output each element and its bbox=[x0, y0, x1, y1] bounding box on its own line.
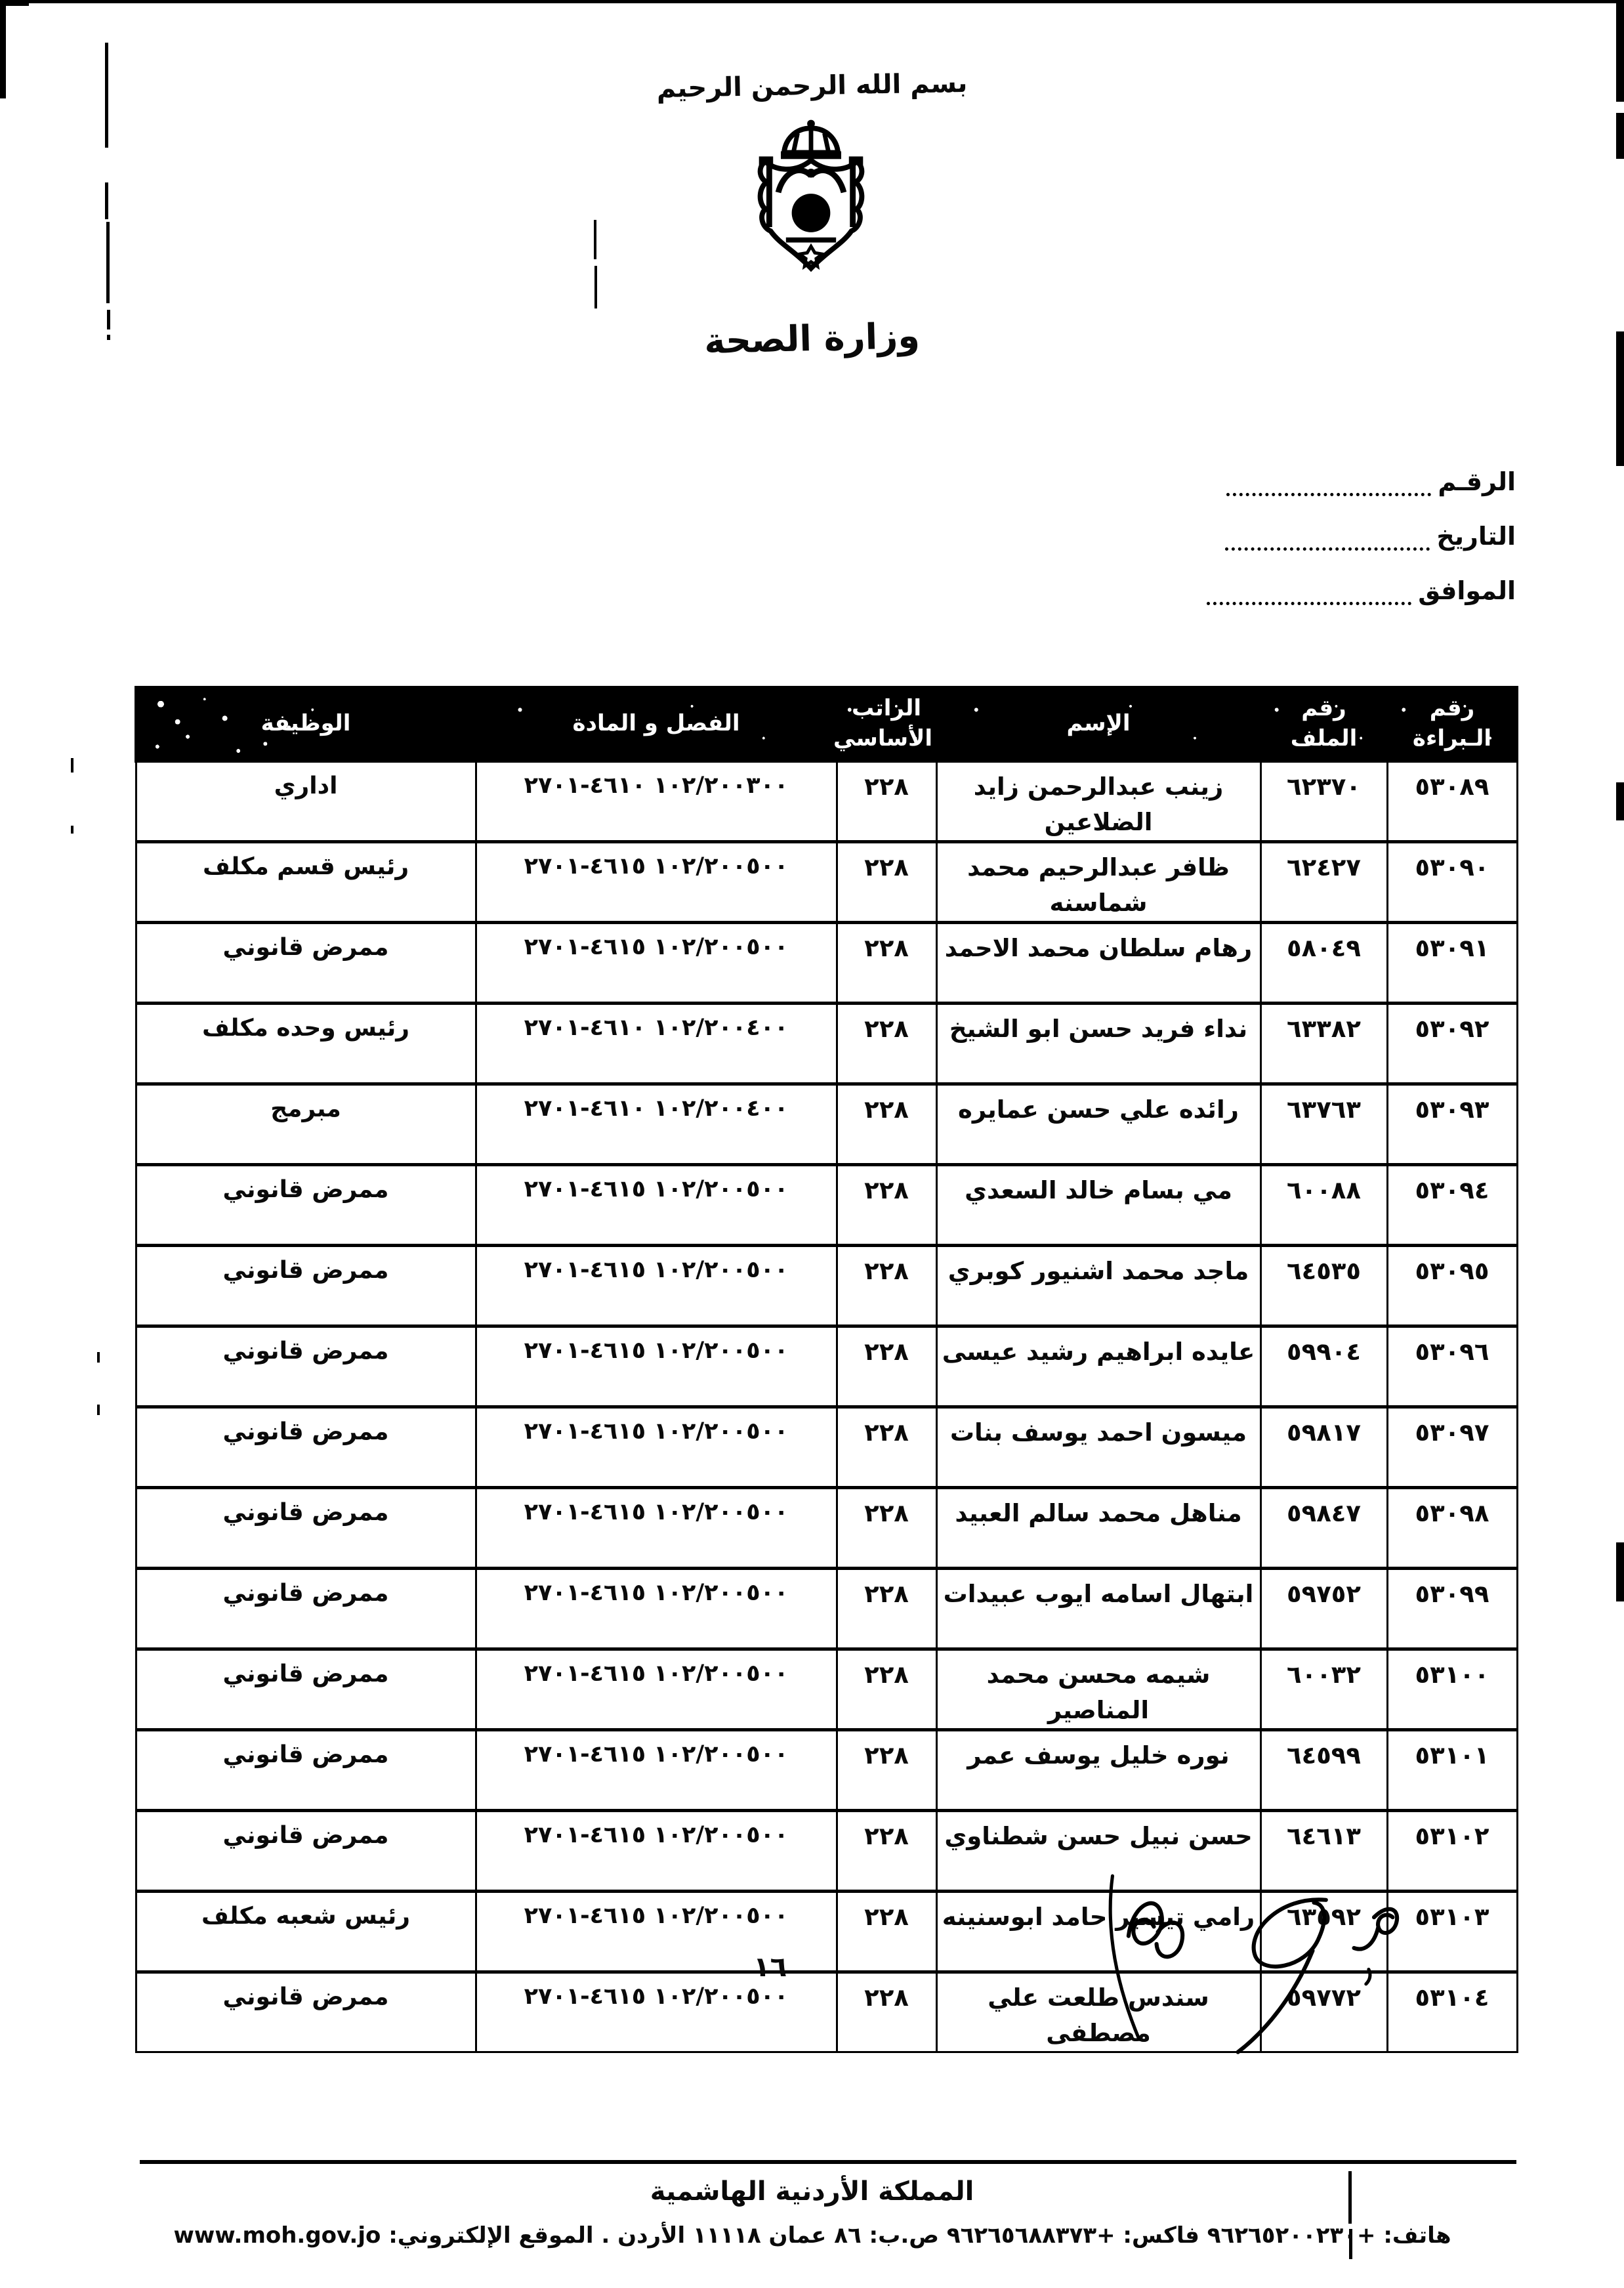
decree-number-cell: ٥٣١٠٢ bbox=[1387, 1811, 1517, 1892]
salary-cell: ٢٢٨ bbox=[837, 761, 936, 842]
bismillah-calligraphy: بسم الله الرحمن الرحيم bbox=[656, 68, 968, 104]
table-row bbox=[136, 1004, 1517, 1084]
salary-cell: ٢٢٨ bbox=[837, 1892, 936, 1972]
job-title-cell: مبرمج bbox=[136, 1084, 476, 1165]
decree-number-cell: ٥٣١٠٤ bbox=[1387, 1972, 1517, 2052]
employee-name-cell: زينب عبدالرحمن زايد الضلاعين bbox=[936, 761, 1260, 842]
job-title-cell: ممرض قانوني bbox=[136, 1730, 476, 1811]
table-row bbox=[136, 761, 1517, 842]
file-number-cell: ٦٢٣٧٠ bbox=[1260, 761, 1387, 842]
table-header-row bbox=[136, 687, 1517, 761]
employee-name-cell: رائده علي حسن عمايره bbox=[936, 1084, 1260, 1165]
ministry-of-health-calligraphy: وزارة الصحة bbox=[703, 314, 921, 362]
decree-number-cell: ٥٣٠٩٠ bbox=[1387, 842, 1517, 923]
job-title-cell: ممرض قانوني bbox=[136, 1649, 476, 1730]
scan-top-edge bbox=[0, 0, 1624, 3]
corresponding-dotted-line bbox=[1207, 572, 1411, 605]
table-row bbox=[136, 1246, 1517, 1326]
scan-corner-mark bbox=[0, 0, 6, 98]
scan-corner-mark bbox=[0, 0, 29, 6]
file-number-cell: ٦٠٠٨٨ bbox=[1260, 1165, 1387, 1246]
chapter-article-cell: ١٠٢/٢٠٠٥٠٠ ٤٦١٥-٢٧٠١ bbox=[476, 1972, 837, 2052]
decree-number-cell: ٥٣٠٩٨ bbox=[1387, 1488, 1517, 1569]
header-decree-number bbox=[1387, 687, 1517, 761]
salary-cell: ٢٢٨ bbox=[837, 1246, 936, 1326]
salary-cell: ٢٢٨ bbox=[837, 1407, 936, 1488]
chapter-article-cell: ١٠٢/٢٠٠٥٠٠ ٤٦١٥-٢٧٠١ bbox=[476, 1326, 837, 1407]
employee-name-cell: سندس طلعت علي مصطفى bbox=[936, 1972, 1260, 2052]
employee-name-cell: ماجد محمد اشنيور كوبري bbox=[936, 1246, 1260, 1326]
header-text: الراتب bbox=[852, 695, 921, 722]
employee-name-cell: شيمه محسن محمد المناصير bbox=[936, 1649, 1260, 1730]
employee-name-cell: مناهل محمد سالم العبيد bbox=[936, 1488, 1260, 1569]
salary-cell: ٢٢٨ bbox=[837, 1649, 936, 1730]
header-text: الوظيفة bbox=[260, 710, 351, 737]
job-title-cell: ممرض قانوني bbox=[136, 923, 476, 1004]
decree-number-cell: ٥٣١٠٠ bbox=[1387, 1649, 1517, 1730]
job-title-cell: ممرض قانوني bbox=[136, 1972, 476, 2052]
header-text: الإسم bbox=[1066, 710, 1131, 737]
header-text: رقم bbox=[1301, 695, 1346, 722]
footer-kingdom-title: المملكة الأردنية الهاشمية bbox=[650, 2176, 974, 2207]
job-title-cell: ممرض قانوني bbox=[136, 1326, 476, 1407]
fold-line-dash bbox=[106, 222, 110, 303]
decree-number-cell: ٥٣٠٩٥ bbox=[1387, 1246, 1517, 1326]
file-number-cell: ٦٤٦١٣ bbox=[1260, 1811, 1387, 1892]
page-number: ١٦ bbox=[753, 1951, 787, 1983]
file-number-cell: ٥٨٠٤٩ bbox=[1260, 923, 1387, 1004]
header-text: الملف bbox=[1290, 725, 1358, 752]
jordan-coat-of-arms-icon bbox=[750, 117, 872, 280]
fold-line-dash bbox=[594, 220, 596, 259]
chapter-article-cell: ١٠٢/٢٠٠٥٠٠ ٤٦١٥-٢٧٠١ bbox=[476, 1246, 837, 1326]
chapter-article-cell: ١٠٢/٢٠٠٥٠٠ ٤٦١٥-٢٧٠١ bbox=[476, 1811, 837, 1892]
decree-number-cell: ٥٣٠٨٩ bbox=[1387, 761, 1517, 842]
file-number-cell: ٥٩٧٥٢ bbox=[1260, 1569, 1387, 1649]
header-text: الأساسي bbox=[833, 725, 932, 752]
number-label: الرقـم bbox=[1438, 467, 1516, 497]
chapter-article-cell: ١٠٢/٢٠٠٥٠٠ ٤٦١٥-٢٧٠١ bbox=[476, 1569, 837, 1649]
file-number-cell: ٥٩٧٧٢ bbox=[1260, 1972, 1387, 2052]
chapter-article-cell: ١٠٢/٢٠٠٥٠٠ ٤٦١٥-٢٧٠١ bbox=[476, 1488, 837, 1569]
scan-right-edge bbox=[1616, 1542, 1624, 1601]
employee-name-cell: رهام سلطان محمد الاحمد bbox=[936, 923, 1260, 1004]
header-text: الـبراءة bbox=[1412, 725, 1492, 752]
file-number-cell: ٦٣٥٩٢ bbox=[1260, 1892, 1387, 1972]
table-row bbox=[136, 1488, 1517, 1569]
file-number-cell: ٦٠٠٣٢ bbox=[1260, 1649, 1387, 1730]
table-row bbox=[136, 1084, 1517, 1165]
salary-cell: ٢٢٨ bbox=[837, 842, 936, 923]
corresponding-label: الموافق bbox=[1418, 576, 1516, 606]
employee-name-cell: عايده ابراهيم رشيد عيسى bbox=[936, 1326, 1260, 1407]
fold-line-dash bbox=[594, 266, 597, 308]
decree-number-cell: ٥٣١٠١ bbox=[1387, 1730, 1517, 1811]
chapter-article-cell: ١٠٢/٢٠٠٤٠٠ ٤٦١٠-٢٧٠١ bbox=[476, 1084, 837, 1165]
table-row bbox=[136, 1407, 1517, 1488]
fold-line-dash bbox=[105, 182, 108, 219]
chapter-article-cell: ١٠٢/٢٠٠٥٠٠ ٤٦١٥-٢٧٠١ bbox=[476, 1730, 837, 1811]
scan-right-edge bbox=[1616, 331, 1624, 466]
salary-cell: ٢٢٨ bbox=[837, 1811, 936, 1892]
job-title-cell: رئيس قسم مكلف bbox=[136, 842, 476, 923]
fold-line-dash bbox=[71, 826, 73, 834]
job-title-cell: رئيس شعبه مكلف bbox=[136, 1892, 476, 1972]
signature-scribble-icon bbox=[1024, 1869, 1404, 2069]
job-title-cell: اداري bbox=[136, 761, 476, 842]
file-number-cell: ٥٩٨٤٧ bbox=[1260, 1488, 1387, 1569]
number-dotted-line bbox=[1226, 463, 1431, 496]
ref-field-date bbox=[1225, 514, 1516, 551]
employee-name-cell: نداء فريد حسن ابو الشيخ bbox=[936, 1004, 1260, 1084]
chapter-article-cell: ١٠٢/٢٠٠٥٠٠ ٤٦١٥-٢٧٠١ bbox=[476, 1407, 837, 1488]
file-number-cell: ٦٢٤٢٧ bbox=[1260, 842, 1387, 923]
employee-name-cell: مي بسام خالد السعدي bbox=[936, 1165, 1260, 1246]
table-row bbox=[136, 923, 1517, 1004]
file-number-cell: ٥٩٨١٧ bbox=[1260, 1407, 1387, 1488]
chapter-article-cell: ١٠٢/٢٠٠٣٠٠ ٤٦١٠-٢٧٠١ bbox=[476, 761, 837, 842]
employee-name-cell: حسن نبيل حسن شطناوي bbox=[936, 1811, 1260, 1892]
job-title-cell: ممرض قانوني bbox=[136, 1246, 476, 1326]
file-number-cell: ٦٤٥٩٩ bbox=[1260, 1730, 1387, 1811]
file-number-cell: ٥٩٩٠٤ bbox=[1260, 1326, 1387, 1407]
salary-cell: ٢٢٨ bbox=[837, 923, 936, 1004]
employee-name-cell: ابتهال اسامه ايوب عبيدات bbox=[936, 1569, 1260, 1649]
decree-number-cell: ٥٣٠٩١ bbox=[1387, 923, 1517, 1004]
fold-line-dash bbox=[107, 310, 110, 329]
fold-line-dash bbox=[97, 1352, 100, 1363]
header-basic-salary bbox=[833, 687, 936, 761]
employee-name-cell: ميسون احمد يوسف بنات bbox=[936, 1407, 1260, 1488]
header-text: رقم bbox=[1429, 695, 1475, 722]
decree-number-cell: ٥٣٠٩٣ bbox=[1387, 1084, 1517, 1165]
header-chapter-article bbox=[476, 687, 837, 761]
chapter-article-cell: ١٠٢/٢٠٠٤٠٠ ٤٦١٠-٢٧٠١ bbox=[476, 1004, 837, 1084]
salary-cell: ٢٢٨ bbox=[837, 1004, 936, 1084]
header-file-number bbox=[1260, 687, 1387, 761]
table-row bbox=[136, 842, 1517, 923]
chapter-article-cell: ١٠٢/٢٠٠٥٠٠ ٤٦١٥-٢٧٠١ bbox=[476, 1165, 837, 1246]
table-row bbox=[136, 1730, 1517, 1811]
decree-number-cell: ٥٣٠٩٢ bbox=[1387, 1004, 1517, 1084]
job-title-cell: ممرض قانوني bbox=[136, 1165, 476, 1246]
footer-divider bbox=[140, 2160, 1516, 2164]
date-label: التاريخ bbox=[1436, 522, 1516, 551]
job-title-cell: ممرض قانوني bbox=[136, 1488, 476, 1569]
fold-line-dash bbox=[97, 1405, 100, 1415]
decree-number-cell: ٥٣٠٩٦ bbox=[1387, 1326, 1517, 1407]
chapter-article-cell: ١٠٢/٢٠٠٥٠٠ ٤٦١٥-٢٧٠١ bbox=[476, 842, 837, 923]
scan-right-edge bbox=[1616, 113, 1624, 159]
file-number-cell: ٦٣٣٨٢ bbox=[1260, 1004, 1387, 1084]
table-row bbox=[136, 1569, 1517, 1649]
employee-name-cell: رامي تيسير حامد ابوسنينه bbox=[936, 1892, 1260, 1972]
salary-cell: ٢٢٨ bbox=[837, 1488, 936, 1569]
header-name bbox=[936, 687, 1260, 761]
date-dotted-line bbox=[1225, 517, 1430, 551]
salary-cell: ٢٢٨ bbox=[837, 1326, 936, 1407]
employee-name-cell: ظافر عبدالرحيم محمد شماسنه bbox=[936, 842, 1260, 923]
file-number-cell: ٦٤٥٣٥ bbox=[1260, 1246, 1387, 1326]
decree-number-cell: ٥٣٠٩٤ bbox=[1387, 1165, 1517, 1246]
scan-right-edge bbox=[1616, 782, 1624, 820]
table-row bbox=[136, 1165, 1517, 1246]
chapter-article-cell: ١٠٢/٢٠٠٥٠٠ ٤٦١٥-٢٧٠١ bbox=[476, 923, 837, 1004]
salary-cell: ٢٢٨ bbox=[837, 1165, 936, 1246]
decree-number-cell: ٥٣٠٩٩ bbox=[1387, 1569, 1517, 1649]
employee-name-cell: نوره خليل يوسف عمر bbox=[936, 1730, 1260, 1811]
salary-cell: ٢٢٨ bbox=[837, 1084, 936, 1165]
header-text: الفصل و المادة bbox=[572, 710, 740, 737]
ref-field-number bbox=[1226, 459, 1516, 496]
salary-cell: ٢٢٨ bbox=[837, 1972, 936, 2052]
chapter-article-cell: ١٠٢/٢٠٠٥٠٠ ٤٦١٥-٢٧٠١ bbox=[476, 1892, 837, 1972]
header-job-title bbox=[136, 687, 476, 761]
ref-field-corresponding bbox=[1207, 568, 1516, 605]
chapter-article-cell: ١٠٢/٢٠٠٥٠٠ ٤٦١٥-٢٧٠١ bbox=[476, 1649, 837, 1730]
employee-roster-table bbox=[135, 686, 1518, 2053]
table-row bbox=[136, 1326, 1517, 1407]
job-title-cell: ممرض قانوني bbox=[136, 1569, 476, 1649]
job-title-cell: رئيس وحده مكلف bbox=[136, 1004, 476, 1084]
decree-number-cell: ٥٣١٠٣ bbox=[1387, 1892, 1517, 1972]
table-row bbox=[136, 1649, 1517, 1730]
fold-line-dash bbox=[71, 758, 73, 773]
salary-cell: ٢٢٨ bbox=[837, 1730, 936, 1811]
job-title-cell: ممرض قانوني bbox=[136, 1811, 476, 1892]
job-title-cell: ممرض قانوني bbox=[136, 1407, 476, 1488]
file-number-cell: ٦٣٧٦٣ bbox=[1260, 1084, 1387, 1165]
salary-cell: ٢٢٨ bbox=[837, 1569, 936, 1649]
footer-contact-line: هاتف: +٩٦٢٦٥٢٠٠٢٣٠ فاكس: +٩٦٢٦٥٦٨٨٣٧٣ ص.ب: ٨٦ عمان ١١١١٨ الأردن . الموقع الإلكتروني: www.moh.gov.jo bbox=[173, 2222, 1451, 2249]
decree-number-cell: ٥٣٠٩٧ bbox=[1387, 1407, 1517, 1488]
